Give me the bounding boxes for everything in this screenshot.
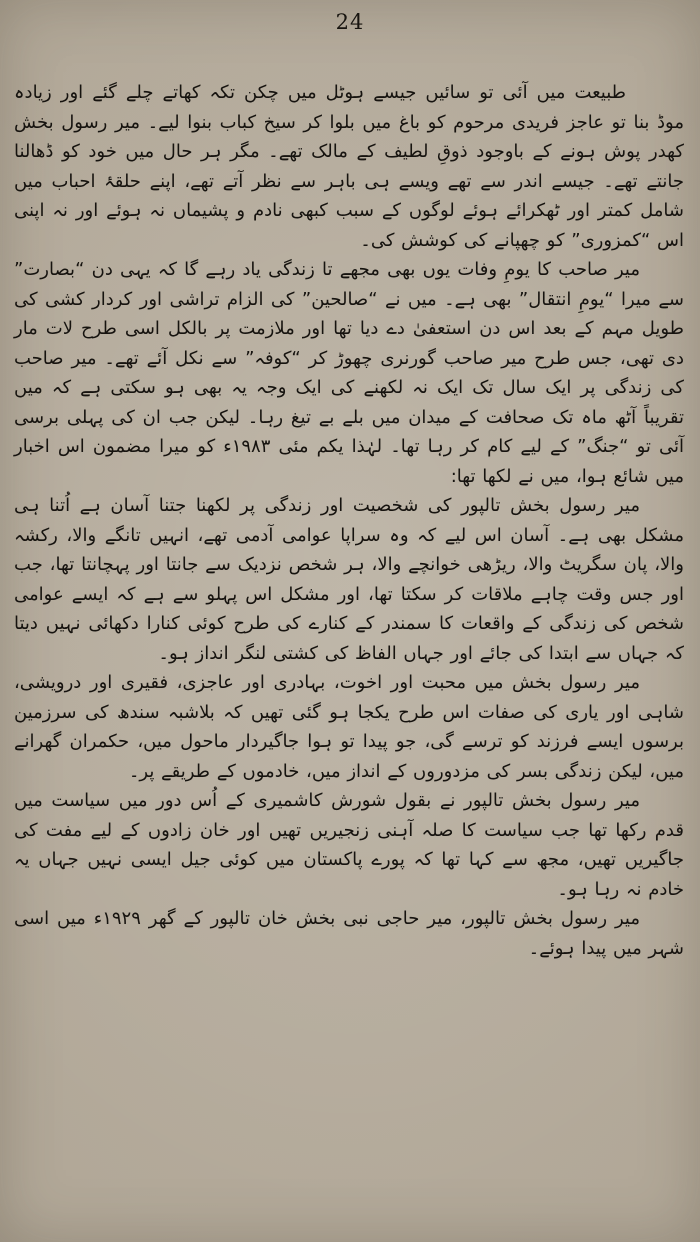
paragraph-3: میر رسول بخش تالپور کی شخصیت اور زندگی پر لکھنا جتنا آسان ہے اُتنا ہی مشکل بھی ہے۔ آسان اس لیے کہ وہ سراپا عوامی آدمی تھے، انہیں تانگے والا، رکشہ والا، پان سگریٹ والا، ریڑھی خوانچے والا، ہر شخص نزدیک سے جانتا اور پہچانتا تھا، جب اور جس وقت چاہے ملاقات کر سکتا تھا، اور مشکل اس پہلو سے ہے کہ ایسے عوامی شخص کی زندگی کے واقعات کا سمندر کے کنارے کی طرح کوئی کنارا دکھائی نہیں دیتا کہ جہاں سے ابتدا کی جائے اور جہاں الفاظ کی کشتی لنگر انداز ہو۔ (14, 495, 684, 664)
paragraph-6: میر رسول بخش تالپور، میر حاجی نبی بخش خان تالپور کے گھر ۱۹۲۹ء میں اسی شہر میں پیدا ہوئے۔ (14, 908, 684, 959)
body-text (0, 34, 700, 963)
paragraph-5: میر رسول بخش تالپور نے بقول شورش کاشمیری کے اُس دور میں سیاست میں قدم رکھا تھا جب سیاست کا صلہ آہنی زنجیریں تھیں اور خان زادوں کے لیے مفت کی جاگیریں تھیں، مجھ سے کہا تھا کہ پورے پاکستان میں کوئی جیل ایسی نہیں جہاں یہ خادم نہ رہا ہو۔ (14, 790, 684, 900)
page-number: 24 (335, 10, 365, 34)
paragraph-2: میر صاحب کا یومِ وفات یوں بھی مجھے تا زندگی یاد رہے گا کہ یہی دن “بصارت” سے میرا “یومِ انتقال” بھی ہے۔ میں نے “صالحین” کی الزام تراشی اور کردار کشی کی طویل مہم کے بعد اس دن استعفیٰ دے دیا تھا اور ملازمت پر بالکل اسی طرح لات مار دی تھی، جس طرح میر صاحب گورنری چھوڑ کر “کوفہ” سے نکل آئے تھے۔ میر صاحب کی زندگی پر ایک سال تک ایک نہ لکھنے کی ایک وجہ یہ بھی ہو سکتی ہے کہ میں تقریباً آٹھ ماہ تک صحافت کے میدان میں بلے بے تیغ رہا۔ لیکن جب ان کی پہلی برسی آئی تو “جنگ” کے لیے کام کر رہا تھا۔ لہٰذا یکم مئی ۱۹۸۳ء کو میرا مضمون اس اخبار میں شائع ہوا، میں نے لکھا تھا: (14, 259, 684, 487)
paragraph-1: طبیعت میں آئی تو سائیں جیسے ہوٹل میں چکن تکہ کھاتے چلے گئے اور زیادہ موڈ بنا تو عاجز فریدی مرحوم کو باغ میں بلوا کر سیخ کباب بنوا لیے۔ میر رسول بخش کھدر پوش ہونے کے باوجود ذوقِ لطیف کے مالک تھے۔ مگر ہر حال میں خود کو ڈھالنا جانتے تھے۔ جیسے اندر سے تھے ویسے ہی باہر سے نظر آتے تھے، اپنے حلقۂ احباب میں شامل کمتر اور ٹھکرائے ہوئے لوگوں کے سبب کبھی نادم و پشیماں نہ ہوئے اور نہ اپنی اس “کمزوری” کو چھپانے کی کوشش کی۔ (14, 82, 684, 251)
paragraph-4: میر رسول بخش میں محبت اور اخوت، بہادری اور عاجزی، فقیری اور درویشی، شاہی اور یاری کی صفات اس طرح یکجا ہو گئی تھیں کہ بلاشبہ سندھ کی سرزمین برسوں ایسے فرزند کو ترسے گی، جو پیدا تو ہوا جاگیردار ماحول میں، حکمران گھرانے میں، لیکن زندگی بسر کی مزدوروں کے انداز میں، خادموں کے طریقے پر۔ (14, 672, 684, 782)
